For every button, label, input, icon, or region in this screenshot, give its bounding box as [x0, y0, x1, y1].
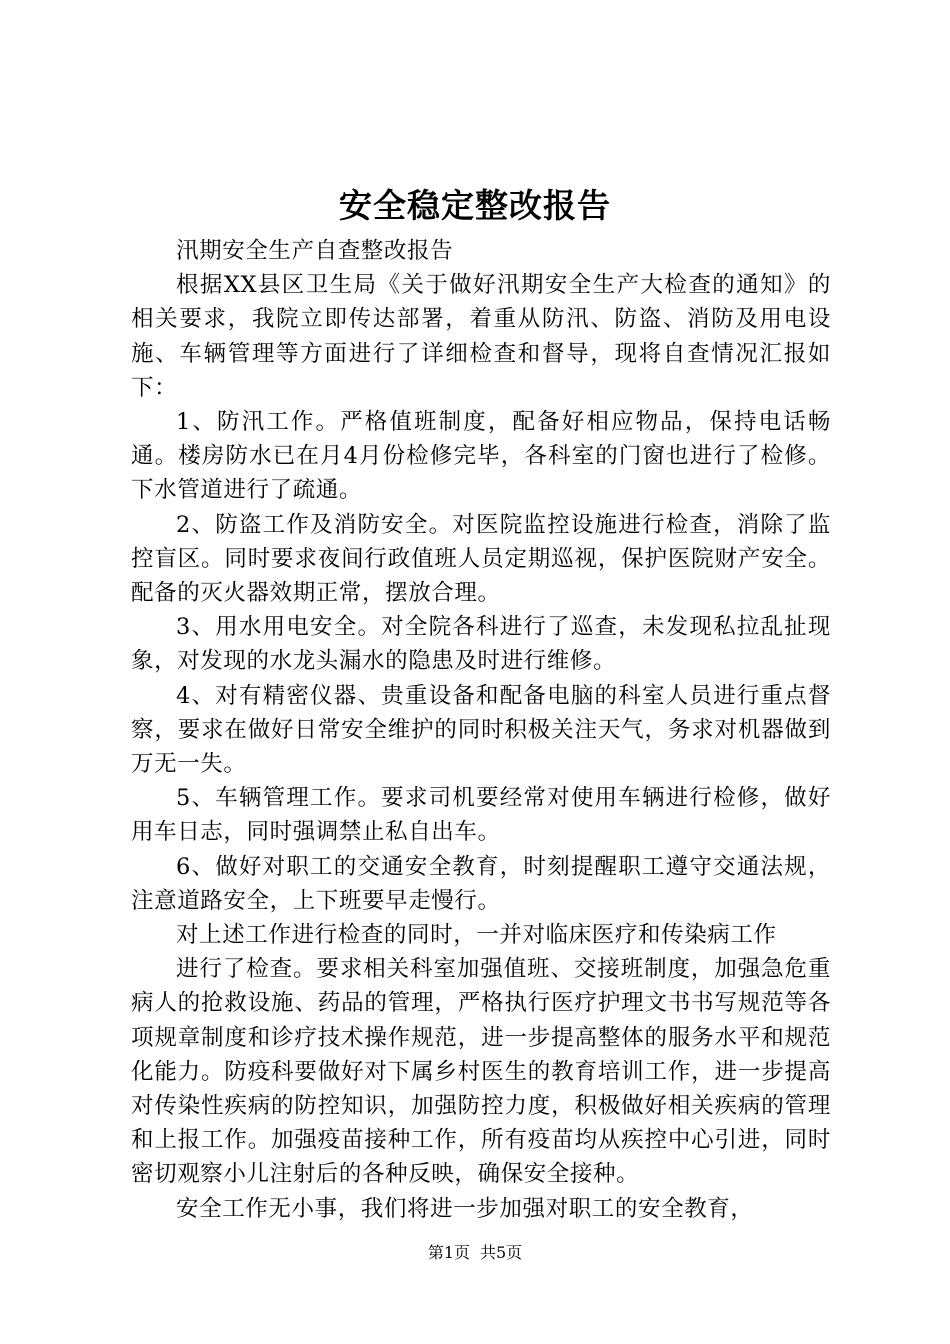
paragraph-clinical-lead: 对上述工作进行检查的同时，一并对临床医疗和传染病工作: [176, 922, 777, 949]
document-subtitle: 汛期安全生产自查整改报告: [176, 238, 454, 264]
paragraph-closing: 安全工作无小事，我们将进一步加强对职工的安全教育，: [176, 1195, 754, 1222]
paragraph-item-3: 3、用水用电安全。对全院各科进行了巡查，未发现私拉乱扯现象，对发现的水龙头漏水的隐患及时进行维修。: [131, 614, 831, 675]
paragraph-item-1: 1、防汛工作。严格值班制度，配备好相应物品，保持电话畅通。楼房防水已在月4月份检修完毕，各科室的门窗也进行了检修。下水管道进行了疏通。: [131, 409, 831, 504]
page-footer: [0, 1242, 950, 1264]
page-total: 共5页: [480, 1243, 523, 1262]
paragraph-intro: 根据XX县区卫生局《关于做好汛期安全生产大检查的通知》的相关要求，我院立即传达部署，着重从防汛、防盗、消防及用电设施、车辆管理等方面进行了详细检查和督导，现将自查情况汇报如下：: [131, 272, 831, 401]
paragraph-item-5: 5、车辆管理工作。要求司机要经常对使用车辆进行检修，做好用车日志，同时强调禁止私自出车。: [131, 785, 831, 846]
paragraph-item-4: 4、对有精密仪器、贵重设备和配备电脑的科室人员进行重点督察，要求在做好日常安全维护的同时积极关注天气，务求对机器做到万无一失。: [131, 682, 831, 778]
document-title: 安全稳定整改报告: [339, 186, 611, 225]
document-body: [131, 234, 831, 1226]
paragraph-clinical-detail: 进行了检查。要求相关科室加强值班、交接班制度，加强急危重病人的抢救设施、药品的管理，严格执行医疗护理文书书写规范等各项规章制度和诊疗技术操作规范，进一步提高整体的服务水平和规范化能力。防疫科要做好对下属乡村医生的教育培训工作，进一步提高对传染性疾病的防控知识，加强防控力度，积极做好相关疾病的管理和上报工作。加强疫苗接种工作，所有疫苗均从疾控中心引进，同时密切观察小儿注射后的各种反映，确保安全接种。: [131, 956, 831, 1188]
paragraph-item-2: 2、防盗工作及消防安全。对医院监控设施进行检查，消除了监控盲区。同时要求夜间行政值班人员定期巡视，保护医院财产安全。配备的灭火器效期正常，摆放合理。: [131, 511, 831, 607]
paragraph-item-6: 6、做好对职工的交通安全教育，时刻提醒职工遵守交通法规，注意道路安全，上下班要早走慢行。: [131, 853, 831, 914]
page-number: 第1页: [427, 1243, 470, 1262]
